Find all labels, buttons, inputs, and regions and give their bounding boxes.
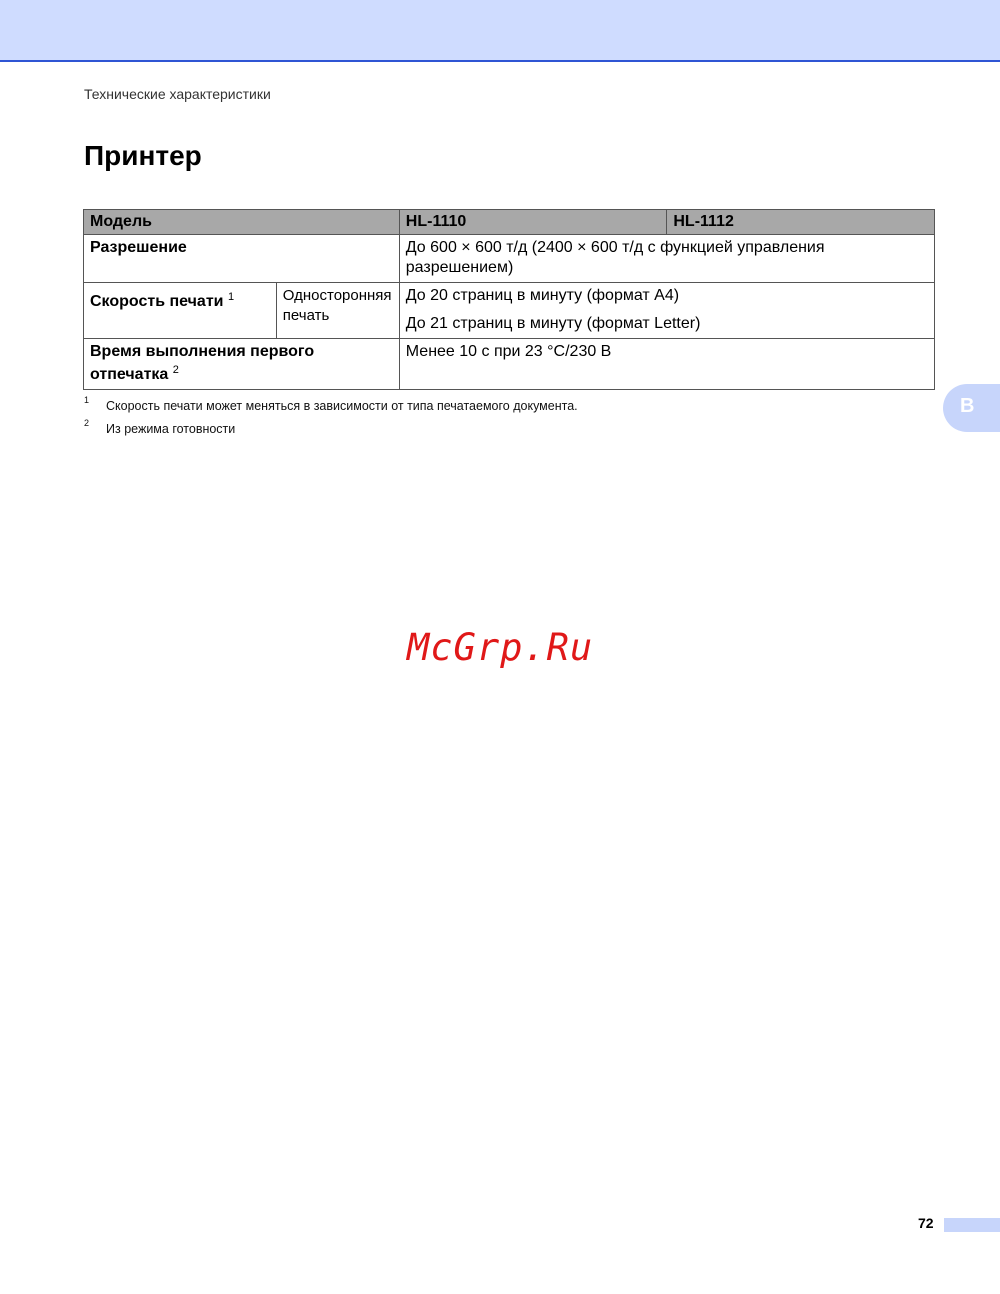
header-cell-model: Модель xyxy=(84,210,400,235)
breadcrumb: Технические характеристики xyxy=(84,86,271,102)
print-speed-label: Скорость печати xyxy=(90,293,224,310)
page-number-band xyxy=(944,1218,1000,1232)
first-print-value: Менее 10 с при 23 °C/230 В xyxy=(399,339,934,390)
print-speed-letter: До 21 страниц в минуту (формат Letter) xyxy=(405,315,701,332)
first-print-label-line2: отпечатка xyxy=(90,366,169,383)
chapter-tab[interactable] xyxy=(943,384,1000,432)
first-print-label-line1: Время выполнения первого xyxy=(90,343,315,360)
print-speed-a4: До 20 страниц в минуту (формат A4) xyxy=(405,287,680,304)
table-header-row xyxy=(84,210,935,235)
resolution-value: До 600 × 600 т/д (2400 × 600 т/д с функцией управления разрешением) xyxy=(399,235,934,283)
watermark: McGrp.Ru xyxy=(407,626,594,669)
spec-table xyxy=(83,209,935,390)
table-row-print-speed xyxy=(84,283,935,339)
header-cell-hl1110: HL-1110 xyxy=(399,210,667,235)
header-band xyxy=(0,0,1000,62)
table-row-first-print xyxy=(84,339,935,390)
table-row-resolution xyxy=(84,235,935,283)
print-speed-label-cell xyxy=(84,283,277,339)
print-speed-sublabel: Односторонняя печать xyxy=(276,283,399,339)
footnote-ref-2: 2 xyxy=(172,364,179,376)
footnote-number: 2 xyxy=(84,418,90,428)
chapter-tab-label: B xyxy=(960,395,975,417)
resolution-label: Разрешение xyxy=(84,235,400,283)
page-number: 72 xyxy=(918,1215,934,1231)
footnote-text: Скорость печати может меняться в зависимости от типа печатаемого документа. xyxy=(106,399,578,413)
page-title: Принтер xyxy=(84,140,202,171)
footnote-text: Из режима готовности xyxy=(106,422,236,436)
footnote-ref-1: 1 xyxy=(227,291,235,303)
first-print-label-cell xyxy=(84,339,400,390)
print-speed-values xyxy=(399,283,934,339)
footnote-number: 1 xyxy=(84,395,90,405)
header-cell-hl1112: HL-1112 xyxy=(667,210,935,235)
